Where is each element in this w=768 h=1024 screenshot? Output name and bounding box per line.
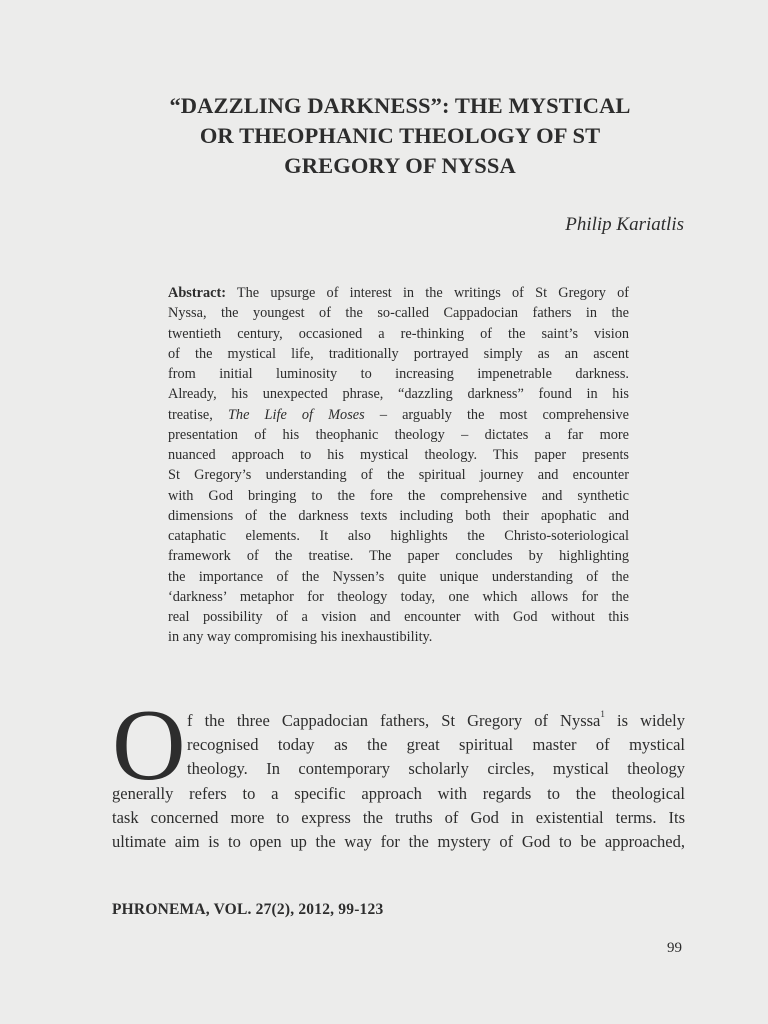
abstract-text: The upsurge of interest in the writings of St Gregory of <box>236 285 629 301</box>
abstract-line <box>168 283 629 303</box>
abstract-line: ‘darkness’ metaphor for theology today, one which allows for the <box>168 588 629 605</box>
footnote-marker[interactable]: 1 <box>600 709 605 719</box>
abstract-line: with God bringing to the fore the comprehensive and synthetic <box>168 487 629 504</box>
article-title <box>100 91 700 181</box>
abstract-line: framework of the treatise. The paper concludes by highlighting <box>168 548 629 565</box>
body-line: generally refers to a specific approach with regards to the theological <box>112 783 685 803</box>
journal-citation: PHRONEMA, VOL. 27(2), 2012, 99-123 <box>112 901 384 918</box>
body-line <box>187 709 685 733</box>
abstract-line: nuanced approach to his mystical theology. This paper presents <box>168 447 629 463</box>
abstract-label: Abstract: <box>168 285 226 301</box>
body-line: task concerned more to express the truths of God in existential terms. Its <box>112 807 685 827</box>
title-line: OR THEOPHANIC THEOLOGY OF ST <box>199 123 601 148</box>
abstract-text: – arguably the most comprehensive <box>379 406 630 423</box>
abstract-line: the importance of the Nyssen’s quite unique understanding of the <box>168 568 629 585</box>
abstract-line: presentation of his theophanic theology – dictates a far more <box>168 426 629 443</box>
abstract-line: cataphatic elements. It also highlights the Christo-soteriological <box>168 528 629 544</box>
abstract <box>168 283 629 648</box>
abstract-line: twentieth century, occasioned a re-thinking of the saint’s vision <box>168 325 629 342</box>
drop-cap: O <box>112 689 186 802</box>
body-line: ultimate aim is to open up the way for the mystery of God to be approached, <box>112 831 685 851</box>
abstract-line: dimensions of the darkness texts including both their apophatic and <box>168 507 629 524</box>
abstract-line <box>168 405 629 425</box>
page-number: 99 <box>667 940 682 956</box>
abstract-line: Already, his unexpected phrase, “dazzling darkness” found in his <box>168 386 629 403</box>
abstract-line: of the mystical life, traditionally portrayed simply as an ascent <box>168 345 629 362</box>
abstract-line: from initial luminosity to increasing impenetrable darkness. <box>168 366 629 382</box>
body-line: recognised today as the great spiritual master of mystical <box>187 735 685 755</box>
title-line: “DAZZLING DARKNESS”: THE MYSTICAL <box>169 93 631 118</box>
body-paragraph <box>112 709 685 854</box>
abstract-line: St Gregory’s understanding of the spiritual journey and encounter <box>168 467 629 484</box>
book-title: The Life of Moses <box>227 406 365 423</box>
body-text: f the three Cappadocian fathers, St Gregory of Nyssa <box>187 711 601 730</box>
abstract-line: Nyssa, the youngest of the so-called Cappadocian fathers in the <box>168 305 629 322</box>
body-text: is widely <box>617 711 686 730</box>
body-line: theology. In contemporary scholarly circles, mystical theology <box>187 759 685 779</box>
title-line: GREGORY OF NYSSA <box>284 153 516 178</box>
abstract-line: in any way compromising his inexhaustibility. <box>168 629 433 646</box>
abstract-text: treatise, <box>168 406 213 423</box>
author-name: Philip Kariatlis <box>565 214 684 235</box>
abstract-line: real possibility of a vision and encounter with God without this <box>168 609 629 625</box>
